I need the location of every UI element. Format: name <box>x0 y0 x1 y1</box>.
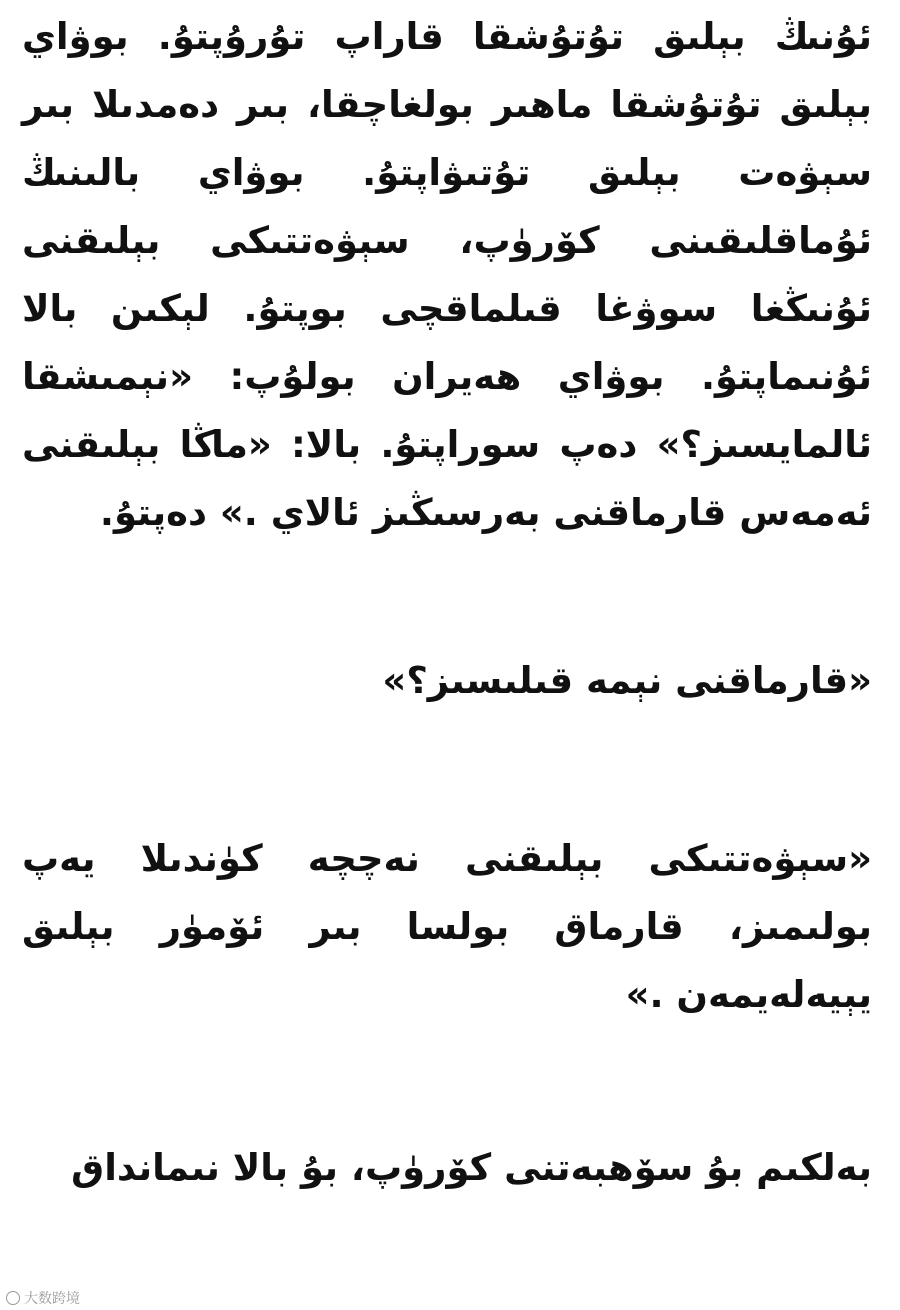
paragraph-story-intro: ئۇنىڭ بېلىق تۇتۇشقا قاراپ تۇرۇپتۇ. بوۋاي بېلىق تۇتۇشقا ماھىر بولغاچقا، بىر دەمدىلا بىر سېۋەت بېلىق تۇتىۋاپتۇ. بوۋاي بالىنىڭ ئۇماقلىقىنى كۆرۈپ، سېۋەتتىكى بېلىقنى ئۇنىڭغا سوۋغا قىلماقچى بوپتۇ. لېكىن بالا ئۇنىماپتۇ. بوۋاي ھەيران بولۇپ: «نېمىشقا ئالمايسىز؟» دەپ سوراپتۇ. بالا: «ماڭا بېلىقنى ئەمەس قارماقنى بەرسىڭىز ئالاي .» دەپتۇ. <box>22 15 872 534</box>
paragraph-spacer <box>22 715 872 825</box>
watermark-text: 大数跨境 <box>24 1291 80 1307</box>
paragraph-spacer <box>22 1029 872 1134</box>
paragraph-spacer <box>22 547 872 647</box>
watermark <box>6 1288 80 1308</box>
paragraph-answer: «سېۋەتتىكى بېلىقنى نەچچە كۈندىلا يەپ بولىمىز، قارماق بولسا بىر ئۆمۈر بېلىق يېيەلەيمەن .» <box>22 837 872 1016</box>
watermark-logo-icon <box>6 1291 20 1305</box>
paragraph-question: «قارماقنى نېمە قىلىسىز؟» <box>382 659 872 702</box>
paragraph-continuation: بەلكىم بۇ سۆھبەتنى كۆرۈپ، بۇ بالا نىمانداق <box>71 1146 872 1189</box>
